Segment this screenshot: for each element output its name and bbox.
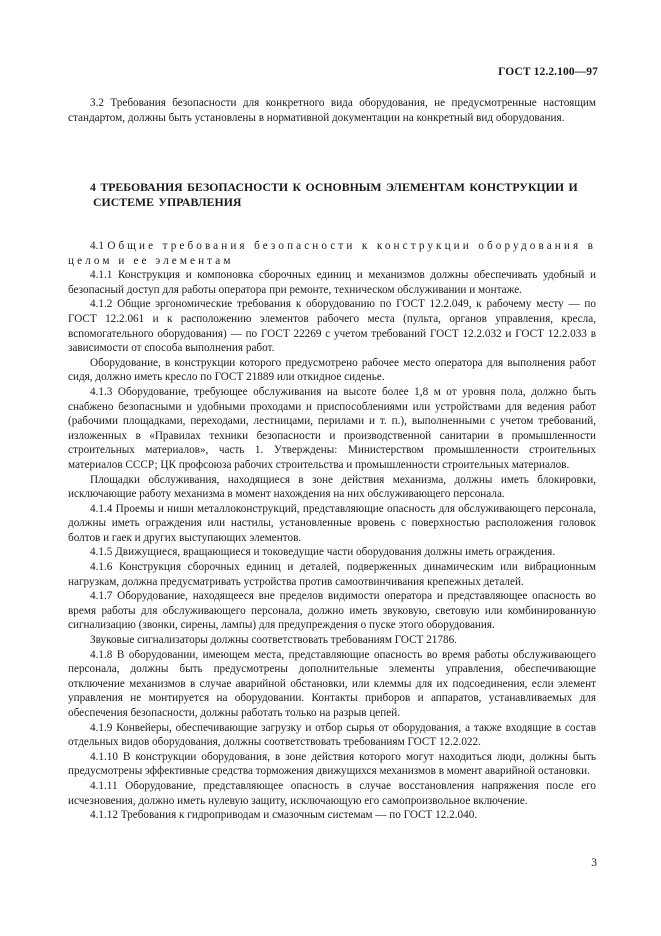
paragraph-4-1-8: 4.1.8 В оборудовании, имеющем места, представляющие опасность во время работы обслуживающего персонала, должны быть предусмотрены дополнительные элементы управления, обеспечивающие отключение механизмов в случае аварийной обстановки, или клеммы для их подсоединения, если элемент управления не монтируется на оборудовании. Контакты приборов и аппаратов, устанавливаемых для обеспечения безопасности, должны работать только на разрыв цепей. <box>68 648 596 719</box>
paragraph-4-1-9: 4.1.9 Конвейеры, обеспечивающие загрузку и отбор сырья от оборудования, а также входящие в состав отдельных видов оборудования, должны соответствовать требованиям ГОСТ 12.2.022. <box>68 721 596 749</box>
paragraph-4-1-1: 4.1.1 Конструкция и компоновка сборочных единиц и механизмов должны обеспечивать удобный и безопасный доступ для работы оператора при ремонте, техническом обслуживании и монтаже. <box>68 269 596 296</box>
section-3-2 <box>68 96 596 125</box>
paragraph-4-1-4: 4.1.4 Проемы и ниши металлоконструкций, представляющие опасность для обслуживающего персонала, должны иметь ограждения или настилы, установленные вровень с поверхностью расположения головок болтов и гаек и других выступающих элементов. <box>68 502 596 544</box>
section-heading <box>90 180 596 210</box>
paragraph-4-1-6: 4.1.6 Конструкция сборочных единиц и деталей, подверженных динамическим или вибрационным нагрузкам, должна предусматривать устройства против самоотвинчивания крепежных деталей. <box>68 561 596 588</box>
heading-line-2: СИСТЕМЕ УПРАВЛЕНИЯ <box>93 195 242 209</box>
heading-line-1: 4 ТРЕБОВАНИЯ БЕЗОПАСНОСТИ К ОСНОВНЫМ ЭЛЕМЕНТАМ КОНСТРУКЦИИ И <box>90 180 578 194</box>
paragraph-4-1-7: 4.1.7 Оборудование, находящееся вне пределов видимости оператора и представляющее опасность во время работы для обслуживающего персонала, должно иметь звуковую, световую или комбинированную сигнализацию (звонки, сирены, лампы) для предупреждения о пуске этого оборудования. <box>68 590 596 632</box>
subsection-title <box>68 239 596 268</box>
paragraph-4-1-10: 4.1.10 В конструкции оборудования, в зоне действия которого могут находиться люди, должны быть предусмотрены эффективные средства торможения движущихся механизмов в момент аварийной остановки. <box>68 750 596 778</box>
paragraph-4-1-11: 4.1.11 Оборудование, представляющее опасность в случае восстановления напряжения после его исчезновения, должно иметь нулевую защиту, исключающую его самопроизвольное включение. <box>68 779 596 807</box>
paragraph-4-1-3: 4.1.3 Оборудование, требующее обслуживания на высоте более 1,8 м от уровня пола, должно быть снабжено безопасными и удобными проходами и приспособлениями или устройствами для ведения работ (рабочими площадками, переходами, лестницами, перилами и т. п.), выполненными с учетом требований, изложенных в «Правилах техники безопасности и производственной санитарии в промышленности строительных материалов», часть 1. Утверждены: Министерством промышленности строительных материалов СССР; ЦК профсоюза рабочих строительства и промышленности строительных материалов. <box>68 385 596 471</box>
paragraph-4-1-3-platforms: Площадки обслуживания, находящиеся в зоне действия механизма, должны иметь блокировки, исключающие работу механизма в момент нахождения на них обслуживающего персонала. <box>68 473 596 501</box>
section-4-body <box>68 239 596 823</box>
paragraph-4-1-2: 4.1.2 Общие эргономические требования к оборудованию по ГОСТ 12.2.049, к рабочему месту — по ГОСТ 12.2.061 и к расположению элементов рабочего места (пульта, органов управления, кресла, вспомогательного оборудования) — по ГОСТ 22269 с учетом требований ГОСТ 12.2.032 и ГОСТ 12.2.033 в зависимости от способа выполнения работ. <box>68 298 596 355</box>
paragraph-4-1-2-seat: Оборудование, в конструкции которого предусмотрено рабочее место оператора для выполнения работ сидя, должно иметь кресло по ГОСТ 21889 или откидное сиденье. <box>68 356 596 384</box>
subsection-number: 4.1 <box>90 240 104 252</box>
page-number: 3 <box>591 857 597 869</box>
subsection-title-text: Общие требования безопасности к конструкции оборудования в целом и ее элементам <box>68 240 596 267</box>
paragraph-4-1-12: 4.1.12 Требования к гидроприводам и смазочным системам — по ГОСТ 12.2.040. <box>90 809 478 822</box>
document-header: ГОСТ 12.2.100—97 <box>498 66 598 78</box>
paragraph-4-1-7-signals: Звуковые сигнализаторы должны соответствовать требованиям ГОСТ 21786. <box>90 634 457 647</box>
paragraph-4-1-5: 4.1.5 Движущиеся, вращающиеся и токоведущие части оборудования должны иметь ограждения. <box>90 546 556 559</box>
paragraph: 3.2 Требования безопасности для конкретного вида оборудования, не предусмотренные настоящим стандартом, должны быть установлены в нормативной документации на конкретный вид оборудования. <box>68 97 596 124</box>
